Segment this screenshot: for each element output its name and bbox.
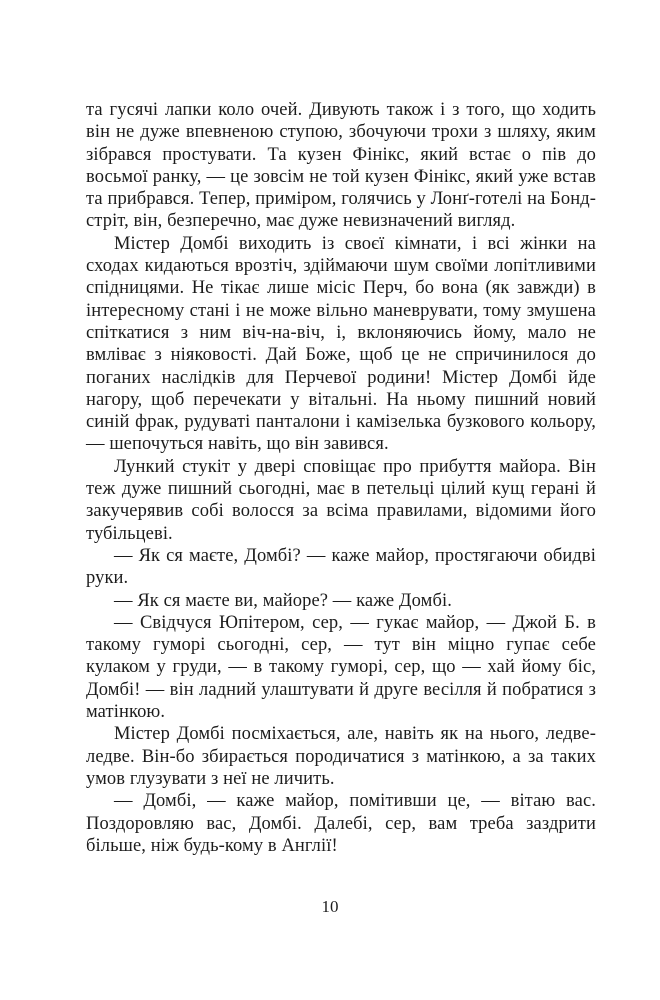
paragraph: — Свідчуся Юпітером, сер, — гукає майор, — Джой Б. в такому гуморі сьогодні, сер, — тут він міцно гупає себе кулаком у груди, — в такому гуморі, сер, що — хай йому біс, Домбі! — він ладний улаштувати й друге весілля й побратися з матінкою. [86, 612, 596, 723]
paragraph: — Як ся маєте ви, майоре? — каже Домбі. [114, 590, 452, 611]
paragraph: та гусячі лапки коло очей. Дивують також і з того, що ходить він не дуже впевненою ступою, збочуючи трохи з шляху, яким зібрався простувати. Та кузен Фінікс, який встає о пів до восьмої ранку, — це зовсім не той кузен Фінікс, який уже встав та прибрався. Тепер, приміром, голячись у Лонґ-готелі на Бонд-стріт, він, безперечно, має дуже невизначений вигляд. [86, 100, 596, 232]
paragraph: — Як ся маєте, Домбі? — каже майор, простягаючи обидві руки. [86, 545, 596, 589]
paragraph: — Домбі, — каже майор, помітивши це, — вітаю вас. Поздоровляю вас, Домбі. Далебі, сер, вам треба заздрити більше, ніж будь-кому в Англії! [86, 791, 596, 856]
page-number: 10 [321, 897, 339, 916]
paragraph: Містер Домбі виходить із своєї кімнати, і всі жінки на сходах кидаються врозтіч, здіймаючи шум своїми лопітливими спідницями. Не тікає лише місіс Перч, бо вона (як завжди) в інтересному стані і не може вільно маневрувати, тому змушена спіткатися з ним віч-на-віч, і, вклоняючись йому, мало не вмліває з ніяковості. Дай Боже, щоб це не спричинилося до поганих наслідків для Перчевої родини! Містер Домбі йде нагору, щоб перечекати у вітальні. На ньому пишний новий синій фрак, рудуваті панталони і камізелька бузкового кольору, — шепочуться навіть, що він завився. [86, 233, 596, 455]
paragraph: Містер Домбі посміхається, але, навіть як на нього, ледве-ледве. Він-бо збирається породичатися з матінкою, а за таких умов глузувати з неї не личить. [86, 724, 596, 789]
paragraph: Лункий стукіт у двері сповіщає про прибуття майора. Він теж дуже пишний сьогодні, має в петельці цілий кущ герані й закучерявив собі волосся за всіма правилами, відомими його тубільцеві. [86, 456, 596, 544]
body-text [86, 99, 596, 857]
